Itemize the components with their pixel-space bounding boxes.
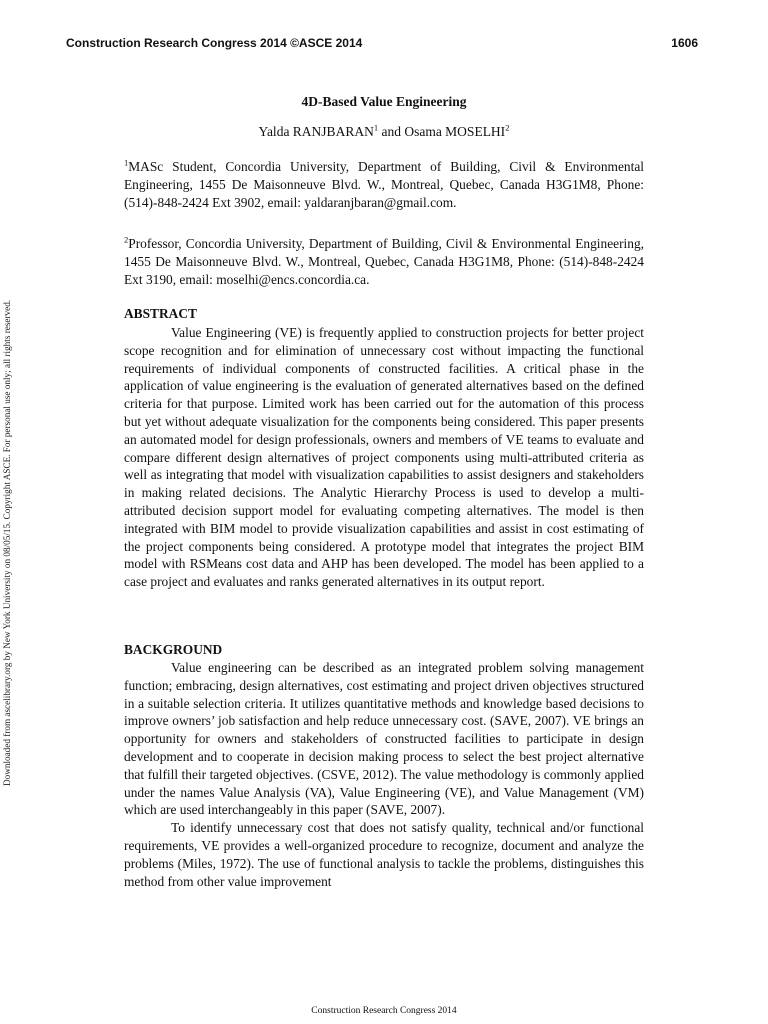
background-paragraph-2: To identify unnecessary cost that does not satisfy quality, technical and/or functional requirements, VE provides a well-organized procedure to recognize, document and analyze the problems (Miles, 1972). The use of functional analysis to tackle the problems, distinguishes this method from other value improvement	[124, 820, 644, 889]
author-superscript: 2	[505, 122, 510, 133]
paper-title: 4D-Based Value Engineering	[301, 94, 467, 109]
affiliation-text: MASc Student, Concordia University, Department of Building, Civil & Environmental Engineering, 1455 De Maisonneuve Blvd. W., Montreal, Quebec, Canada H3G1M8, Phone: (514)-848-2424 Ext 3902, email: yaldaranjbaran@gmail.com.	[124, 159, 644, 210]
download-notice: Downloaded from ascelibrary.org by New York University on 08/05/15. Copyright ASCE. For personal use only; all rights reserved.	[2, 299, 12, 786]
author-name: Yalda RANJBARAN	[258, 124, 374, 139]
background-heading: BACKGROUND	[124, 642, 223, 657]
affiliation-1	[124, 158, 644, 211]
background-paragraph-1: Value engineering can be described as an integrated problem solving management function; embracing, design alternatives, cost estimating and project driven objectives structured in a suitable selection criteria. It utilizes quantitative methods and knowledge based decisions to improve owners’ job satisfaction and help reduce unnecessary cost. (SAVE, 2007). VE brings an opportunity for owners and stakeholders of constructed facilities to participate in design development and to cooperate in decision making process to select the best project alternative that fulfill their targeted objectives. (CSVE, 2012). The value methodology is commonly applied under the names Value Analysis (VA), Value Engineering (VE), and Value Management (VM) which are used interchangeably in this paper (SAVE, 2007).	[124, 660, 644, 818]
abstract-heading: ABSTRACT	[124, 306, 197, 321]
author-name: and Osama MOSELHI	[378, 124, 506, 139]
abstract-body	[124, 324, 644, 591]
conference-header: Construction Research Congress 2014 ©ASCE 2014	[66, 36, 363, 50]
page-footer: Construction Research Congress 2014	[311, 1006, 457, 1016]
affiliation-superscript: 2	[124, 234, 129, 245]
author-line	[0, 124, 768, 140]
affiliation-2	[124, 235, 644, 288]
affiliation-superscript: 1	[124, 157, 129, 168]
affiliation-text: Professor, Concordia University, Department of Building, Civil & Environmental Engineering, 1455 De Maisonneuve Blvd. W., Montreal, Quebec, Canada H3G1M8, Phone: (514)-848-2424 Ext 3190, email: moselhi@encs.concordia.ca.	[124, 236, 644, 287]
author-superscript: 1	[373, 122, 379, 133]
background-body	[124, 659, 644, 890]
page-header	[66, 36, 698, 52]
page-number: 1606	[671, 36, 698, 50]
abstract-text: Value Engineering (VE) is frequently applied to construction projects for better project scope recognition and for elimination of unnecessary cost without impacting the functional requirements of individual components of constructed facilities. A critical phase in the application of value engineering is the evaluation of generated alternatives based on the defined criteria for that purpose. Limited work has been carried out for the automation of this process but yet without adequate visualization for the components being considered. This paper presents an automated model for design professionals, owners and members of VE teams to evaluate and compare different design alternatives of project components using multi-attributed criteria as well as integrating that model with visualization capabilities to assist designers and stakeholders in making related decisions. The Analytic Hierarchy Process is used to develop a multi-attributed decision support model for evaluating competing alternatives. The model is then integrated with BIM model to provide visualization capabilities and assist in cost estimating of the project components being considered. A prototype model that integrates the project BIM model with RSMeans cost data and AHP has been developed. The model has been applied to a case project and evaluates and ranks generated alternatives in its output report.	[124, 325, 644, 590]
